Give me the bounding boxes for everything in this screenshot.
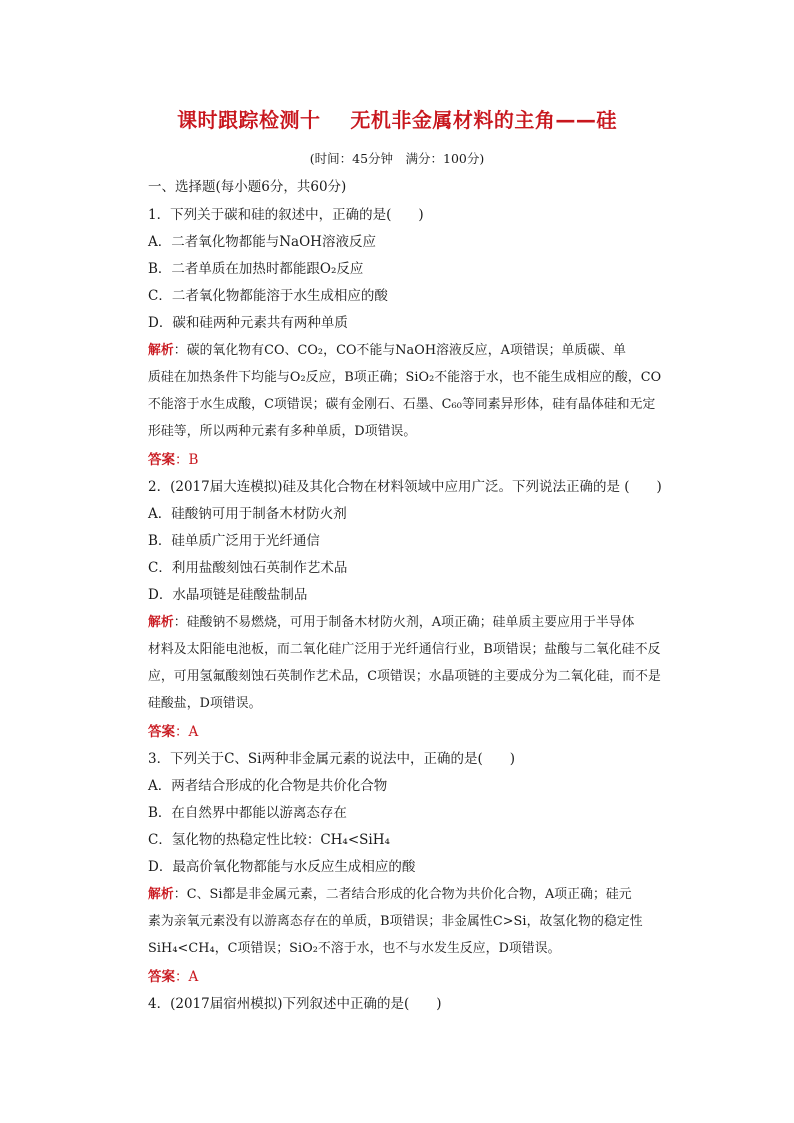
question-1-option-a: A．二者氧化物都能与NaOH溶液反应 [148, 234, 376, 250]
question-2-explanation-line: 解析：硅酸钠不易燃烧，可用于制备木材防火剂，A项正确；硅单质主要应用于半导体 [148, 615, 635, 630]
question-2-option-a: A．硅酸钠可用于制备木材防火剂 [148, 506, 347, 522]
question-3-explanation-line: 素为亲氧元素没有以游离态存在的单质，B项错误；非金属性C>Si，故氢化物的稳定性 [148, 914, 643, 929]
question-1-option-d: D．碳和硅两种元素共有两种单质 [148, 315, 348, 331]
question-1-explanation-line: 解析：碳的氧化物有CO、CO₂，CO不能与NaOH溶液反应，A项错误；单质碳、单 [148, 343, 627, 358]
explanation-label: 解析 [148, 343, 174, 358]
question-1-option-c: C．二者氧化物都能溶于水生成相应的酸 [148, 288, 388, 304]
question-2-stem: 2．(2017届大连模拟)硅及其化合物在材料领域中应用广泛。下列说法正确的是 ( ) [148, 479, 662, 495]
explanation-label: 解析 [148, 887, 174, 902]
question-2-explanation-line: 应，可用氢氟酸刻蚀石英制作艺术品，C项错误；水晶项链的主要成分为二氧化硅，而不是 [148, 669, 661, 684]
question-3-explanation-line: SiH₄<CH₄，C项错误；SiO₂不溶于水，也不与水发生反应，D项错误。 [148, 941, 561, 956]
section-heading: 一、选择题(每小题6分，共60分) [148, 179, 347, 195]
question-1-stem: 1．下列关于碳和硅的叙述中，正确的是( ) [148, 207, 424, 223]
question-3-option-a: A．两者结合形成的化合物是共价化合物 [148, 778, 388, 794]
question-3-option-c: C．氢化物的热稳定性比较：CH₄<SiH₄ [148, 832, 390, 848]
explanation-label: 解析 [148, 615, 174, 630]
question-1-explanation-line: 不能溶于水生成酸，C项错误；碳有金刚石、石墨、C₆₀等同素异形体，硅有晶体硅和无定 [148, 397, 656, 412]
question-2-explanation-line: 硅酸盐，D项错误。 [148, 696, 262, 711]
question-4-stem: 4．(2017届宿州模拟)下列叙述中正确的是( ) [148, 996, 442, 1012]
question-3-explanation-line: 解析：C、Si都是非金属元素，二者结合形成的化合物为共价化合物，A项正确；硅元 [148, 887, 632, 902]
question-3-answer: 答案：A [148, 969, 199, 985]
question-2-answer: 答案：A [148, 724, 199, 740]
question-3-stem: 3．下列关于C、Si两种非金属元素的说法中，正确的是( ) [148, 751, 516, 767]
question-2-explanation-line: 材料及太阳能电池板，而二氧化硅广泛用于光纤通信行业，B项错误；盐酸与二氧化硅不反 [148, 642, 661, 657]
question-3-option-b: B．在自然界中都能以游离态存在 [148, 805, 347, 821]
exam-info: (时间：45分钟 满分：100分) [309, 151, 485, 166]
question-2-option-d: D．水晶项链是硅酸盐制品 [148, 587, 308, 603]
page-title: 课时跟踪检测十 无机非金属材料的主角——硅 [177, 108, 617, 132]
question-1-explanation-line: 形硅等，所以两种元素有多种单质，D项错误。 [148, 424, 417, 439]
question-2-option-b: B．硅单质广泛用于光纤通信 [148, 533, 320, 549]
question-2-option-c: C．利用盐酸刻蚀石英制作艺术品 [148, 560, 348, 576]
question-1-option-b: B．二者单质在加热时都能跟O₂反应 [148, 261, 364, 277]
question-1-answer: 答案：B [148, 452, 199, 468]
question-1-explanation-line: 质硅在加热条件下均能与O₂反应，B项正确；SiO₂不能溶于水，也不能生成相应的酸，CO [148, 370, 662, 385]
question-3-option-d: D．最高价氧化物都能与水反应生成相应的酸 [148, 859, 416, 875]
